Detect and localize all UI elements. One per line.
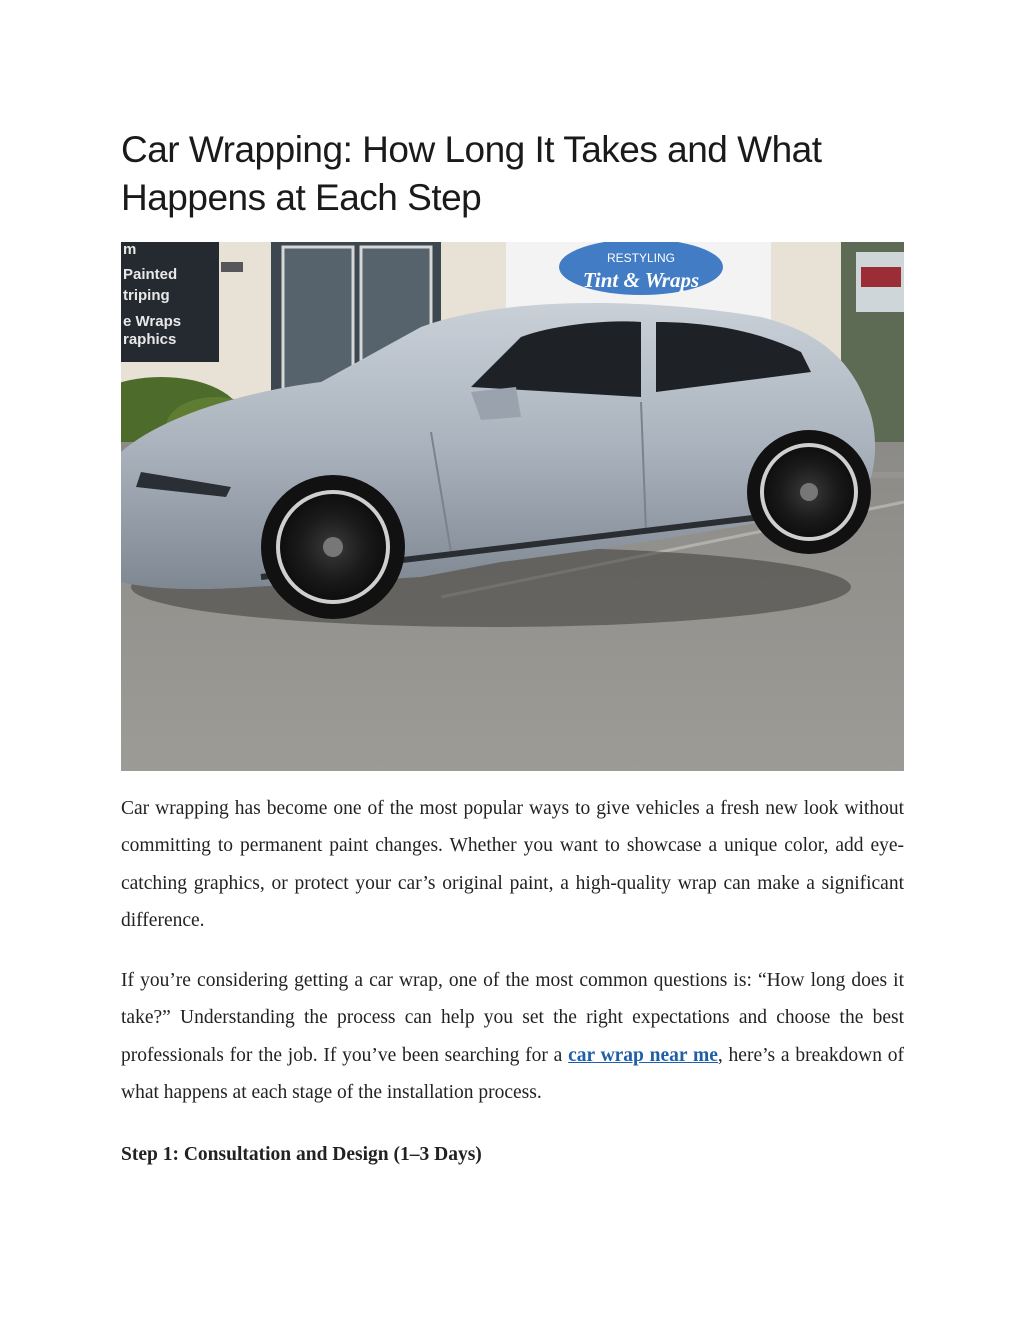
paragraph-text: If you’re considering getting a car wrap, one of the most common questions is: “How long does it take?” Understanding the process can help you set the right expectations and choose the best professionals for the job. If you’ve been searching for a bbox=[121, 970, 904, 1066]
logo-script-text: Tint & Wraps bbox=[582, 268, 700, 292]
rear-wheel bbox=[747, 430, 871, 554]
hero-image bbox=[121, 242, 904, 771]
sign-line: e Wraps bbox=[123, 313, 182, 330]
car-wrap-near-me-link[interactable]: car wrap near me bbox=[568, 1044, 718, 1066]
step1-heading: Step 1: Consultation and Design (1–3 Days) bbox=[121, 1144, 482, 1165]
sign-line: m bbox=[123, 242, 137, 258]
logo-top-text: RESTYLING bbox=[606, 251, 676, 265]
sign-line: Painted bbox=[123, 266, 178, 283]
intro-paragraph: Car wrapping has become one of the most popular ways to give vehicles a fresh new look without committing to permanent paint changes. Whether you want to showcase a unique color, add eye-catching graphics, or protect your car’s original paint, a high-quality wrap can make a significant difference. bbox=[121, 798, 904, 931]
sign-line: raphics bbox=[123, 331, 177, 348]
shop-logo bbox=[559, 242, 723, 295]
process-paragraph bbox=[121, 962, 904, 1111]
page-title: Car Wrapping: How Long It Takes and What Happens at Each Step bbox=[121, 129, 822, 218]
front-wheel bbox=[261, 475, 405, 619]
paragraph-text: , here’s a breakdown of what happens at each stage of the installation process. bbox=[121, 1044, 904, 1103]
sign-line: triping bbox=[123, 287, 170, 304]
